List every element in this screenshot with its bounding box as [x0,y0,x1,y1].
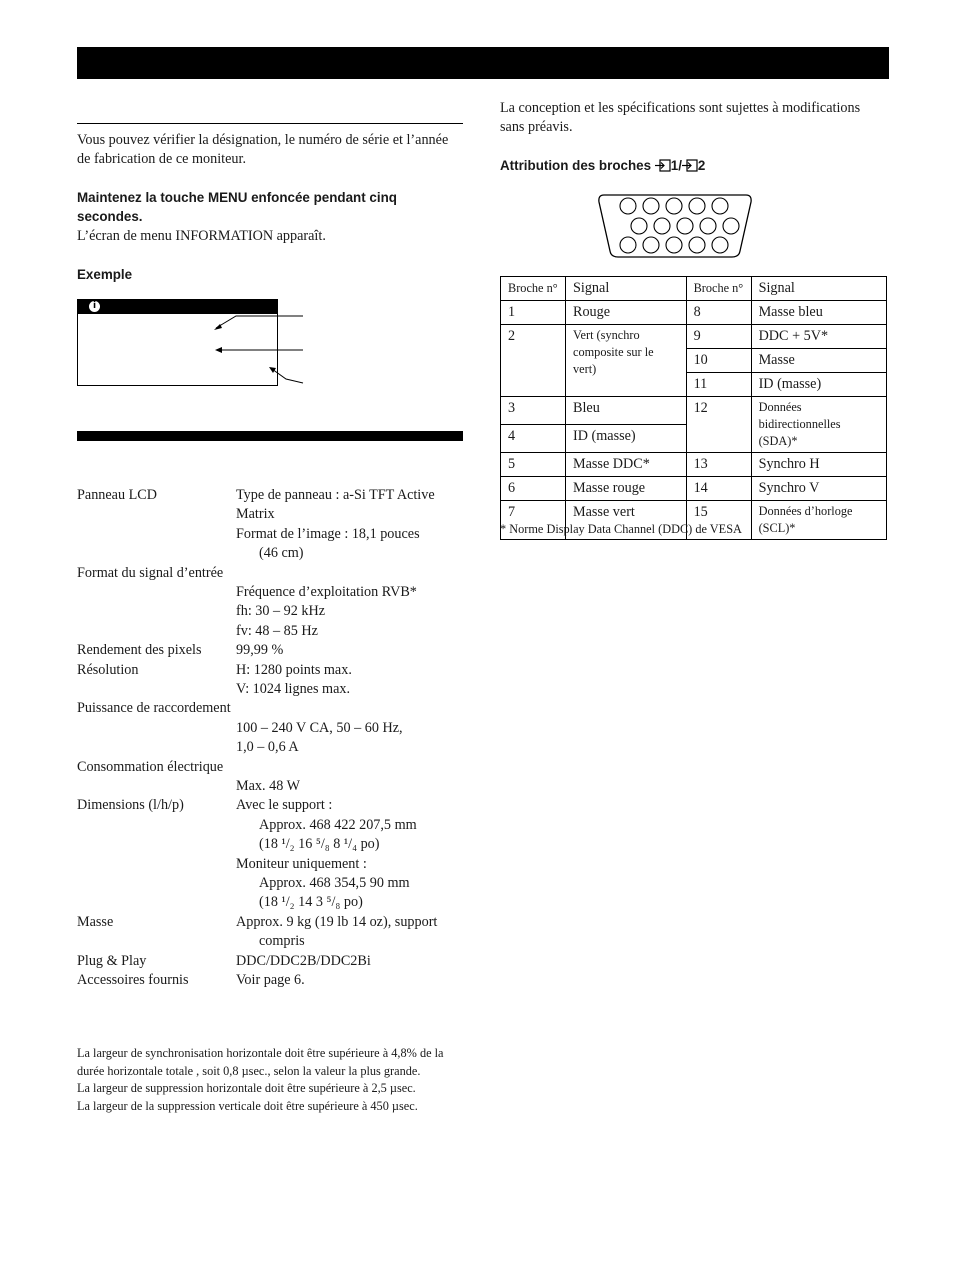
table-row [501,397,887,425]
information-icon: i [89,301,100,312]
spec-value: fv: 48 – 85 Hz [236,622,318,639]
spec-row [77,913,467,952]
table-row [501,477,887,501]
spec-row [77,641,467,660]
spec-value: DDC/DDC2B/DDC2Bi [236,952,371,969]
pin-number: 8 [686,301,751,325]
pin-number: 13 [686,453,751,477]
pin-signal: ID (masse) [566,425,687,453]
spec-row [77,661,467,700]
pin-number: 14 [686,477,751,501]
identification-instruction: Maintenez la touche MENU enfoncée pendant cinq secondes. [77,190,397,225]
spec-value: (18 ¹/₂ 16 ⁵/₈ 8 ¹/₄ po) [259,836,380,853]
input-connector-icon [682,159,698,172]
spec-value: H: 1280 points max. [236,661,352,678]
pin-assignment-title [500,158,705,173]
pin-signal: Données bidirectionnelles (SDA)* [751,397,886,453]
specifications-list [77,486,467,991]
table-row [501,301,887,325]
pin-title-suffix: 2 [697,158,706,173]
note-line: La largeur de la suppression verticale doit être supérieure à 450 µsec. [77,1098,418,1113]
pin-number: 7 [501,501,566,540]
spec-label: Puissance de raccordement [77,700,231,717]
identification-intro: Vous pouvez vérifier la désignation, le numéro de série et l’année de fabrication de ce moniteur. [77,132,449,168]
spec-value: Max. 48 W [236,778,300,795]
pin-number: 15 [686,501,751,540]
spec-label: Dimensions (l/h/p) [77,797,184,814]
spec-row [77,971,467,990]
ddc-footnote: * Norme Display Data Channel (DDC) de VESA [500,522,742,536]
spec-value: Moniteur uniquement : [236,855,367,872]
spec-value: Avec le support : [236,797,333,814]
pin-title-prefix: Attribution des broches [500,158,655,173]
spec-label: Résolution [77,661,139,678]
pin-signal: Masse vert [566,501,687,540]
pin-number: 9 [686,325,751,349]
pin-signal: Données d’horloge (SCL)* [751,501,886,540]
spec-label: Plug & Play [77,952,147,969]
spec-label: Format du signal d’entrée [77,564,224,581]
pin-signal: Synchro V [751,477,886,501]
spec-row [77,952,467,971]
spec-value: 99,99 % [236,642,284,659]
pin-signal: Masse [751,349,886,373]
pin-title-sep: 1/ [670,158,682,173]
header-pin: Broche n° [501,277,566,301]
pin-signal: ID (masse) [751,373,886,397]
pin-signal: Bleu [566,397,687,425]
specifications-section-bar [77,431,463,441]
header-signal: Signal [751,277,886,301]
spec-row [77,796,467,912]
spec-value: Type de panneau : a-Si TFT Active Matrix [236,487,435,523]
spec-label: Panneau LCD [77,487,157,503]
spec-row [77,699,467,757]
spec-row [77,486,467,564]
pin-signal: Rouge [566,301,687,325]
spec-value: Approx. 468 354,5 90 mm [259,875,410,892]
pin-number: 6 [501,477,566,501]
identification-result: L’écran de menu INFORMATION apparaît. [77,228,326,244]
pin-signal: Masse rouge [566,477,687,501]
note-line: La largeur de synchronisation horizontale doit être supérieure à 4,8% de la durée horizontale totale , soit 0,8 µsec., selon la valeur la plus grande. [77,1046,444,1078]
pin-number: 4 [501,425,566,453]
disclaimer-text: La conception et les spécifications sont sujettes à modifications sans préavis. [500,100,861,136]
spec-value: 1,0 – 0,6 A [236,739,299,756]
spec-value: fh: 30 – 92 kHz [236,603,326,620]
callout-arrows [200,305,310,385]
example-label: Exemple [77,267,133,282]
hd15-connector-diagram [596,193,754,259]
spec-label: Consommation électrique [77,758,224,775]
spec-value: (46 cm) [259,545,304,562]
pin-number: 12 [686,397,751,453]
table-row [501,453,887,477]
spec-row [77,758,467,797]
spec-value: Fréquence d’exploitation RVB* [236,584,417,601]
spec-value: V: 1024 lignes max. [236,681,351,698]
pin-signal: Masse bleu [751,301,886,325]
pin-number: 3 [501,397,566,425]
pin-assignment-table [500,276,887,540]
spec-label: Masse [77,913,114,930]
table-row [501,325,887,349]
pin-number: 1 [501,301,566,325]
spec-value: 100 – 240 V CA, 50 – 60 Hz, [236,719,403,736]
spec-value: Voir page 6. [236,972,305,989]
page-header-bar [77,47,889,79]
spec-value: Format de l’image : 18,1 pouces [236,525,420,542]
section-rule [77,123,463,124]
table-header-row [501,277,887,301]
spec-value: Approx. 468 422 207,5 mm [259,816,417,833]
spec-label: Rendement des pixels [77,642,202,659]
spec-label: Accessoires fournis [77,972,189,989]
spec-value: Approx. 9 kg (19 lb 14 oz), support [236,913,438,930]
spec-value: (18 ¹/₂ 14 3 ⁵/₈ po) [259,894,363,911]
spec-row [77,564,467,642]
note-line: La largeur de suppression horizontale doit être supérieure à 2,5 µsec. [77,1081,416,1096]
pin-signal: Masse DDC* [566,453,687,477]
pin-signal: Vert (synchro composite sur le vert) [566,325,687,397]
header-signal: Signal [566,277,687,301]
signal-notes [77,1045,467,1115]
pin-number: 11 [686,373,751,397]
input-connector-icon [655,159,671,172]
pin-number: 10 [686,349,751,373]
header-pin: Broche n° [686,277,751,301]
pin-number: 5 [501,453,566,477]
pin-number: 2 [501,325,566,397]
pin-signal: Synchro H [751,453,886,477]
pin-signal: DDC + 5V* [751,325,886,349]
spec-value: compris [259,933,305,950]
